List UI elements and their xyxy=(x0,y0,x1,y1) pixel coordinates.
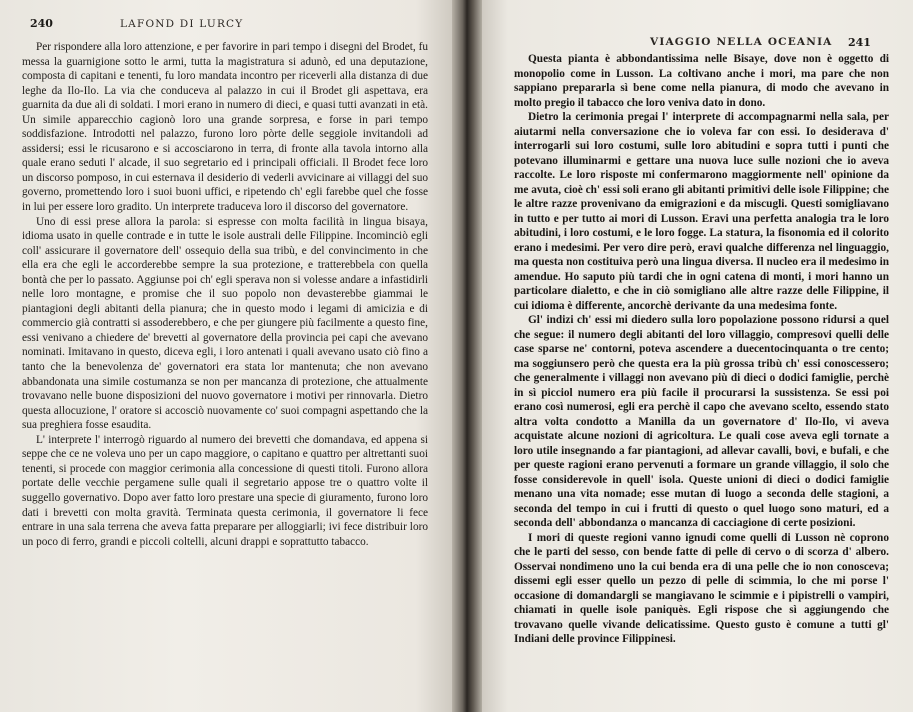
paragraph: L' interprete l' interrogò riguardo al numero dei brevetti che domandava, ed appena si seppe che ce ne voleva uno per un capo maggiore, o capitano e quattro per altrettanti suoi tenenti, si procede con maggior cerimonia alla concessione di questi titoli. Furono allora portate delle vecchie pergamene sulle quali il segretario appose tre o quattro volte il suggello governativo. Dopo aver fatto loro prestare una specie di giuramento, furono loro dati i brevetti con molta gravità. Terminata questa cerimonia, il governatore li fece entrare in una sala terrena che aveva fatta preparare per alloggiarli; ivi fece distribuir loro un poco di ferro, grandi e piccoli coltelli, alcuni drappi e soprattutto tabacco. xyxy=(22,433,428,548)
page-number-right: 241 xyxy=(848,36,871,49)
running-head-left: LAFOND DI LURCY xyxy=(120,18,244,30)
book-gutter xyxy=(452,0,482,712)
paragraph: Questa pianta è abbondantissima nelle Bisaye, dove non è oggetto di monopolio come in Lusson. La coltivano anche i mori, ma pare che non sappiano prepararla sì bene come nella pianura, di modo che avevano in molto pregio il tabacco che loro veniva dato in dono. xyxy=(514,53,889,109)
paragraph: Per rispondere alla loro attenzione, e per favorire in pari tempo i disegni del Brodet, fu messa la guarnigione sotto le armi, tutta la magistratura si adunò, ed una deputazione, composta di capitani e tenenti, fu loro mandata incontro per riceverli alla distanza di due leghe da Ilo-Ilo. La via che conduceva al palazzo in cui il Brodet gli aspettava, era guarnita da due ali di soldati. I mori erano in numero di dieci, e quasi tutti avanzati in età. Un simile apparecchio cagionò loro una grande sorpresa, e forse in pari tempo soddisfazione. Introdotti nel palazzo, furono loro pòrte delle seggiole invitandoli ad assidersi; essi le ricusarono e si accosciarono in terra, di fronte alla tavola intorno alla quale erano seduti l' alcade, il suo segretario ed i principali officiali. Il Brodet fece loro un discorso pomposo, in cui esternava il desiderio di vederli avvicinare ai villaggi del suo governo, promettendo loro i suoi buoni uffici, e ripetendo ch' egli farebbe quel che fosse in lui per essere loro gradito. Un interprete traduceva loro il discorso del governatore. xyxy=(22,41,428,214)
left-page-body xyxy=(22,40,428,549)
left-page xyxy=(0,0,452,712)
paragraph: Uno di essi prese allora la parola: si espresse con molta facilità in lingua bisaya, idioma usato in quelle contrade e in tutte le isole australi delle Filippine. Incominciò egli coll' assicurare il governatore dell' ossequio della sua tribù, e del convincimento in che ella era che egli le accorderebbe sempre la sua protezione, e tratterebbela con quella bontà che per lo passato. Aggiunse poi ch' egli sperava non si volesse andare a infastidirli nelle loro montagne, e promise che il suo popolo non devasterebbe giammai le piantagioni degli abitanti della pianura; che in questo modo i legami di amicizia e di commercio già contratti si assoderebbero, e che per giungere più facilmente a questo fine, essi venivano a chiedere de' brevetti al governatore della provincia pei capi che avevano nominati. Imitavano in questo, diceva egli, i loro antenati i quali avevano usato ciò fino a tanto che la benevolenza de' governatori era stata lor mantenuta; che non avevano abbandonata una simile costumanza se non per mancanza di protezione, che attualmente trovavano nelle buone disposizioni del nuovo governatore i motivi per rinnovarla. Dietro questa allocuzione, l' oratore si accosciò nuovamente co' suoi compagni aspettando che la sua preghiera fosse esaudita. xyxy=(22,215,428,432)
paragraph: I mori di queste regioni vanno ignudi come quelli di Lusson nè coprono che le parti del sesso, con bende fatte di pelle di cervo o di scorza d' albero. Osservai nondimeno uno la cui benda era di una pelle che io non conosceva; dissemi egli esser quello un pezzo di pelle di scimmia, lo che mi porse l' occasione di domandargli se mangiavano le scimmie e i pipistrelli o vampiri, chiamati in quelle isole paniquès. Egli rispose che sì aggiungendo che trovavano quelle vivande delicatissime. Questo gusto è comune a tutti gl' Indiani delle province Filippinesi. xyxy=(514,531,889,645)
running-head-right: VIAGGIO NELLA OCEANIA xyxy=(650,36,833,48)
paragraph: Gl' indizi ch' essi mi diedero sulla loro popolazione possono ridursi a quel che segue: il numero degli abitanti del loro villaggio, compresovi quelli delle case sparse ne' contorni, poteva ascendere a duecentocinquanta o tre cento; ma soggiunsero però che questa era la più grossa tribù ch' essi conoscessero; che generalmente i villaggi non avevano più di dieci o dodici famiglie, perchè in sì picciol numero era più facile il procurarsi la sussistenza. Se essi poi erano così numerosi, egli era perchè il capo che avevano scelto, essendo stato altra volta condotto a Manilla da un governatore d' Ilo-Ilo, vi aveva acquistate alcune nozioni di agricoltura. Le quali cose aveva egli tornate a loro utile insegnando a far piantagioni, ad allevar cavalli, bovi, e bufali, e che per queste ragioni erano pervenuti a formare un grande villaggio, il solo che fosse considerevole in quell' isola. Queste unioni di dieci o dodici famiglie menano una vita nomade; esse mutan di luogo a seconda delle stagioni, a seconda del tempo in cui i frutti di questo o quel luogo sono maturi, ed a seconda dell' abbondanza o mancanza di cacciagione di certe posizioni. xyxy=(514,314,889,529)
page-number-left: 240 xyxy=(30,17,53,30)
right-page-body xyxy=(514,52,889,647)
paragraph: Dietro la cerimonia pregai l' interprete di accompagnarmi nella sala, per aiutarmi nella conversazione che io voleva far con essi. Io desiderava d' interrogarli sui loro costumi, sulle loro abitudini e sopra tutti i punti che potevano illuminarmi e gettare una nuova luce sulle nozioni che io aveva raccolte. Le loro risposte mi confermarono maggiormente nell' opinione da me avuta, cioè ch' essi soli erano gli abitanti primitivi delle isole Filippine; che le altre razze provenivano da emigrazioni e da miscugli. Questi somigliavano in tutto e per tutto ai mori di Lusson. Eravi una perfetta analogia tra le loro abitudini, i loro costumi, e le loro fogge. La statura, la fisonomia ed il colorito erano i medesimi. Per vero dire però, eravi qualche differenza nel linguaggio, ma questa non costituiva però una lingua diversa. Il nucleo era il medesimo in amendue. Ho saputo più tardi che in ogni catena di monti, i mori hanno un particolare dialetto, e che in ciò somigliano alle altre razze delle Filippine, il cui idioma è differente, ancorchè derivante da una medesima fonte. xyxy=(514,111,889,312)
right-page xyxy=(482,0,913,712)
